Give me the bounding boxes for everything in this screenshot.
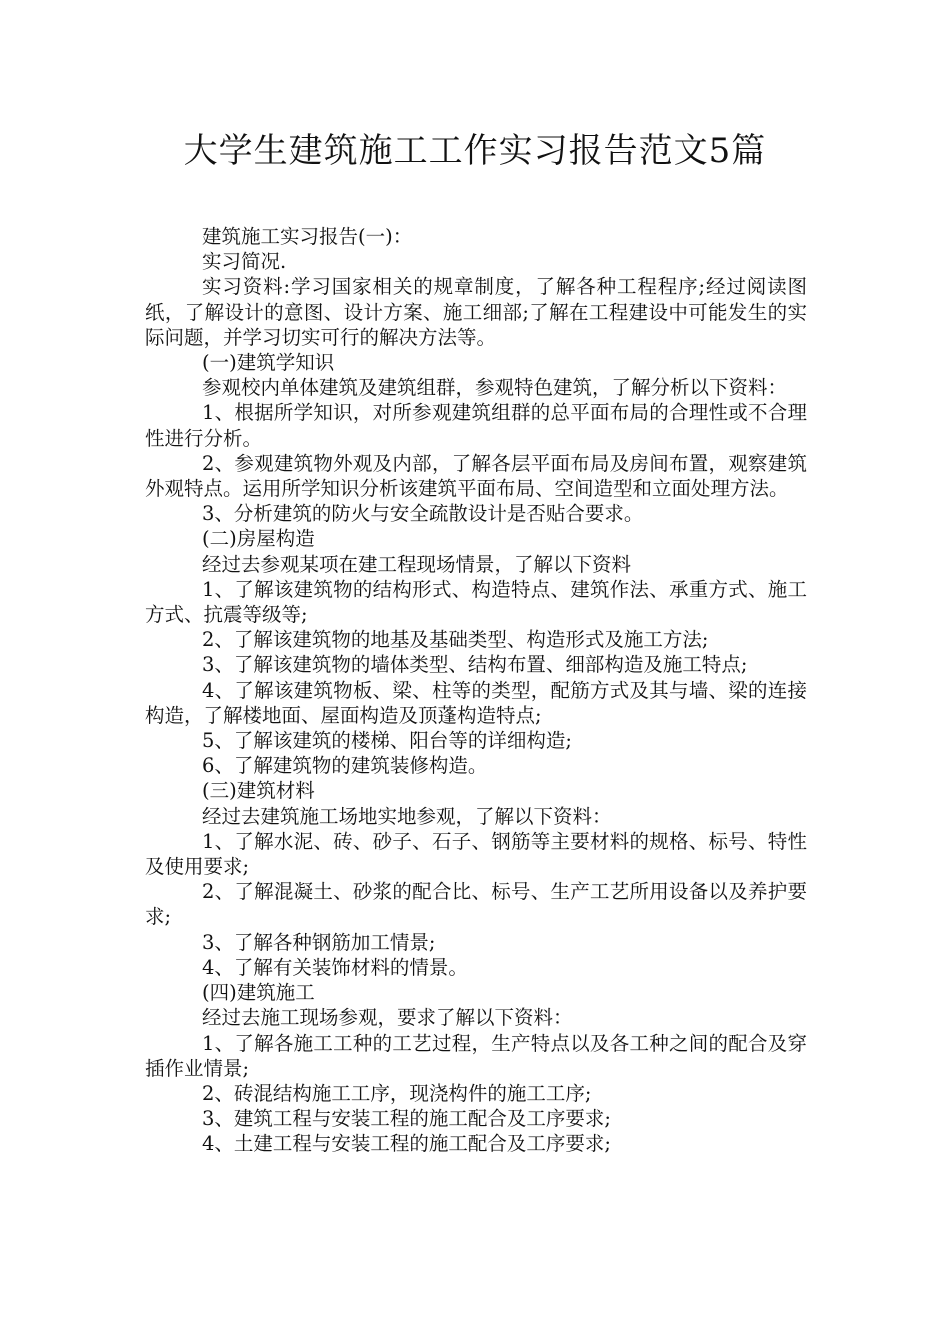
paragraph: 实习简况. xyxy=(202,250,287,274)
list-item: 1、了解水泥、砖、砂子、石子、钢筋等主要材料的规格、标号、特性及使用要求; xyxy=(145,829,807,879)
list-item: 3、分析建筑的防火与安全疏散设计是否贴合要求。 xyxy=(202,502,644,526)
list-item: 4、了解该建筑物板、梁、柱等的类型，配筋方式及其与墙、梁的连接构造，了解楼地面、屋面构造及顶蓬构造特点; xyxy=(145,678,807,727)
list-item: 1、了解各施工工种的工艺过程，生产特点以及各工种之间的配合及穿插作业情景; xyxy=(145,1031,807,1080)
list-item: 1、根据所学知识，对所参观建筑组群的总平面布局的合理性或不合理性进行分析。 xyxy=(145,401,807,450)
list-item: 2、了解混凝土、砂浆的配合比、标号、生产工艺所用设备以及养护要求; xyxy=(145,880,807,929)
list-item: 3、建筑工程与安装工程的施工配合及工序要求; xyxy=(202,1107,611,1131)
paragraph: 参观校内单体建筑及建筑组群，参观特色建筑，了解分析以下资料： xyxy=(202,376,788,400)
paragraph: 经过去施工现场参观，要求了解以下资料： xyxy=(202,1006,573,1030)
list-item: 4、了解有关装饰材料的情景。 xyxy=(202,955,468,979)
section-heading: (四)建筑施工 xyxy=(202,981,315,1005)
section-heading: (一)建筑学知识 xyxy=(202,351,335,375)
paragraph: 经过去建筑施工场地实地参观，了解以下资料： xyxy=(202,804,612,828)
section-heading: (二)房屋构造 xyxy=(202,527,315,551)
document-body xyxy=(145,224,807,1157)
list-item: 2、砖混结构施工工序，现浇构件的施工工序; xyxy=(202,1081,592,1105)
section-heading: (三)建筑材料 xyxy=(202,779,315,803)
list-item: 1、了解该建筑物的结构形式、构造特点、建筑作法、承重方式、施工方式、抗震等级等; xyxy=(145,577,807,627)
list-item: 5、了解该建筑的楼梯、阳台等的详细构造; xyxy=(202,729,572,753)
paragraph: 建筑施工实习报告(一)： xyxy=(202,225,413,248)
page-title: 大学生建筑施工工作实习报告范文5篇 xyxy=(183,131,767,171)
list-item: 6、了解建筑物的建筑装修构造。 xyxy=(202,754,488,778)
list-item: 3、了解该建筑物的墙体类型、结构布置、细部构造及施工特点; xyxy=(202,653,748,677)
list-item: 3、了解各种钢筋加工情景; xyxy=(202,930,436,954)
list-item: 2、参观建筑物外观及内部，了解各层平面布局及房间布置，观察建筑外观特点。运用所学知识分析该建筑平面布局、空间造型和立面处理方法。 xyxy=(145,451,807,501)
list-item: 2、了解该建筑物的地基及基础类型、构造形式及施工方法; xyxy=(202,628,709,652)
paragraph: 实习资料:学习国家相关的规章制度，了解各种工程程序;经过阅读图纸，了解设计的意图、设计方案、施工细部;了解在工程建设中可能发生的实际问题，并学习切实可行的解决方法等。 xyxy=(145,275,807,349)
paragraph: 经过去参观某项在建工程现场情景，了解以下资料 xyxy=(202,552,632,576)
list-item: 4、土建工程与安装工程的施工配合及工序要求; xyxy=(202,1132,611,1156)
